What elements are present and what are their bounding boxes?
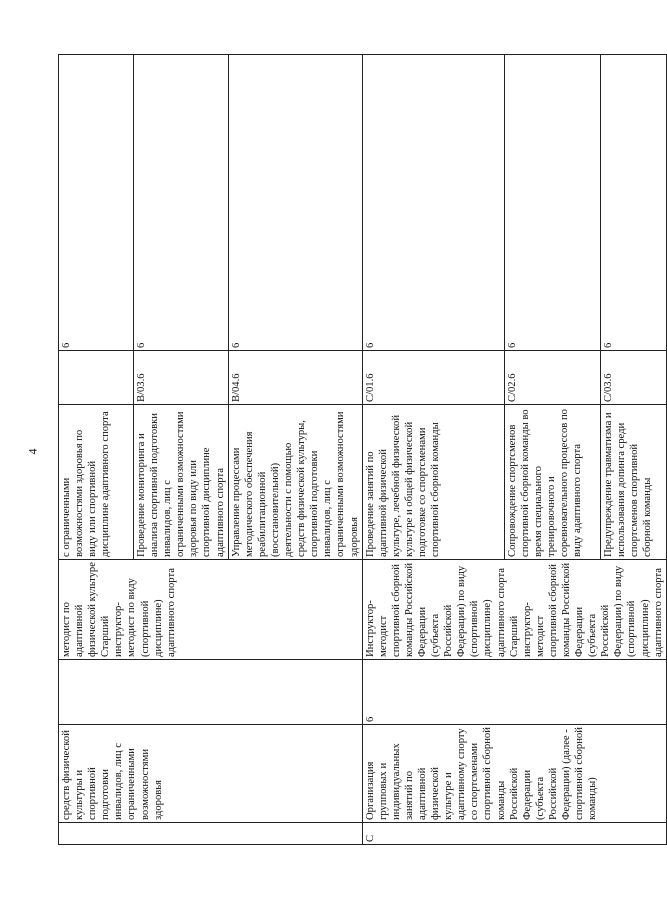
rotated-table-container bbox=[58, 55, 664, 845]
labor-function-cell: Предупреждение травматизма и использования допинга среди спортсменов спортивной сборной команды bbox=[601, 405, 667, 560]
qualification-level-cell bbox=[59, 660, 363, 725]
sublevel-cell: 6 bbox=[362, 55, 504, 351]
function-code-cell: B/04.6 bbox=[228, 351, 362, 405]
sublevel-cell: 6 bbox=[134, 55, 229, 351]
function-code-cell: C/02.6 bbox=[504, 351, 601, 405]
labor-function-cell: Управление процессами методического обеспечения реабилитационной (восстановительной) деятельности с помощью средств физической культуры, спортивной подготовки инвалидов, лиц с ограниченными возможностями здоровья bbox=[228, 405, 362, 560]
function-letter-cell bbox=[59, 823, 363, 845]
function-code-cell: B/03.6 bbox=[134, 351, 229, 405]
sublevel-cell: 6 bbox=[601, 55, 667, 351]
functions-table bbox=[58, 54, 667, 845]
sublevel-cell: 6 bbox=[504, 55, 601, 351]
labor-function-cell: Сопровождение спортсменов спортивной сборной команды во время специального тренировочного и соревновательного процессов по виду адаптивного спорта bbox=[504, 405, 601, 560]
function-letter-cell: C bbox=[362, 823, 666, 845]
function-name-cell: Организация групповых и индивидуальных занятий по адаптивной физической культуре и адаптивному спорту со спортсменами спортивной сборной команды Российской Федерации (субъекта Российской Федерации) (далее - спортивной сборной команды) bbox=[362, 725, 666, 823]
labor-function-cell: с ограниченными возможностями здоровья по виду или спортивной дисциплине адаптивного спорта bbox=[59, 405, 134, 560]
function-code-cell bbox=[59, 351, 134, 405]
labor-function-cell: Проведение мониторинга и анализа спортивной подготовки инвалидов, лиц с ограниченными возможностями здоровья по виду или спортивной дисциплине адаптивного спорта bbox=[134, 405, 229, 560]
page-number: 4 bbox=[25, 448, 40, 455]
function-name-cell: средств физической культуры и спортивной подготовки инвалидов, лиц с ограниченными возможностями здоровья bbox=[59, 725, 363, 823]
function-code-cell: C/03.6 bbox=[601, 351, 667, 405]
qualification-level-cell: 6 bbox=[362, 660, 666, 725]
job-title-cell: методист по адаптивной физической культуре Старший инструктор-методист по виду (спортивной дисциплине) адаптивного спорта bbox=[59, 560, 363, 660]
table-row bbox=[362, 55, 504, 845]
function-code-cell: C/01.6 bbox=[362, 351, 504, 405]
table-row bbox=[59, 55, 134, 845]
labor-function-cell: Проведение занятий по адаптивной физической культуре, лечебной физической культуре и общей физической подготовке со спортсменами спортивной сборной команды bbox=[362, 405, 504, 560]
sublevel-cell: 6 bbox=[228, 55, 362, 351]
job-title-cell: Инструктор-методист спортивной сборной команды Российской Федерации (субъекта Российской Федерации) по виду (спортивной дисциплине) адаптивного спорта Старший инструктор-методист спортивной сборной команды Российской Федерации (субъекта Российской Федерации) по виду (спортивной дисциплине) адаптивного спорта bbox=[362, 560, 666, 660]
sublevel-cell: 6 bbox=[59, 55, 134, 351]
